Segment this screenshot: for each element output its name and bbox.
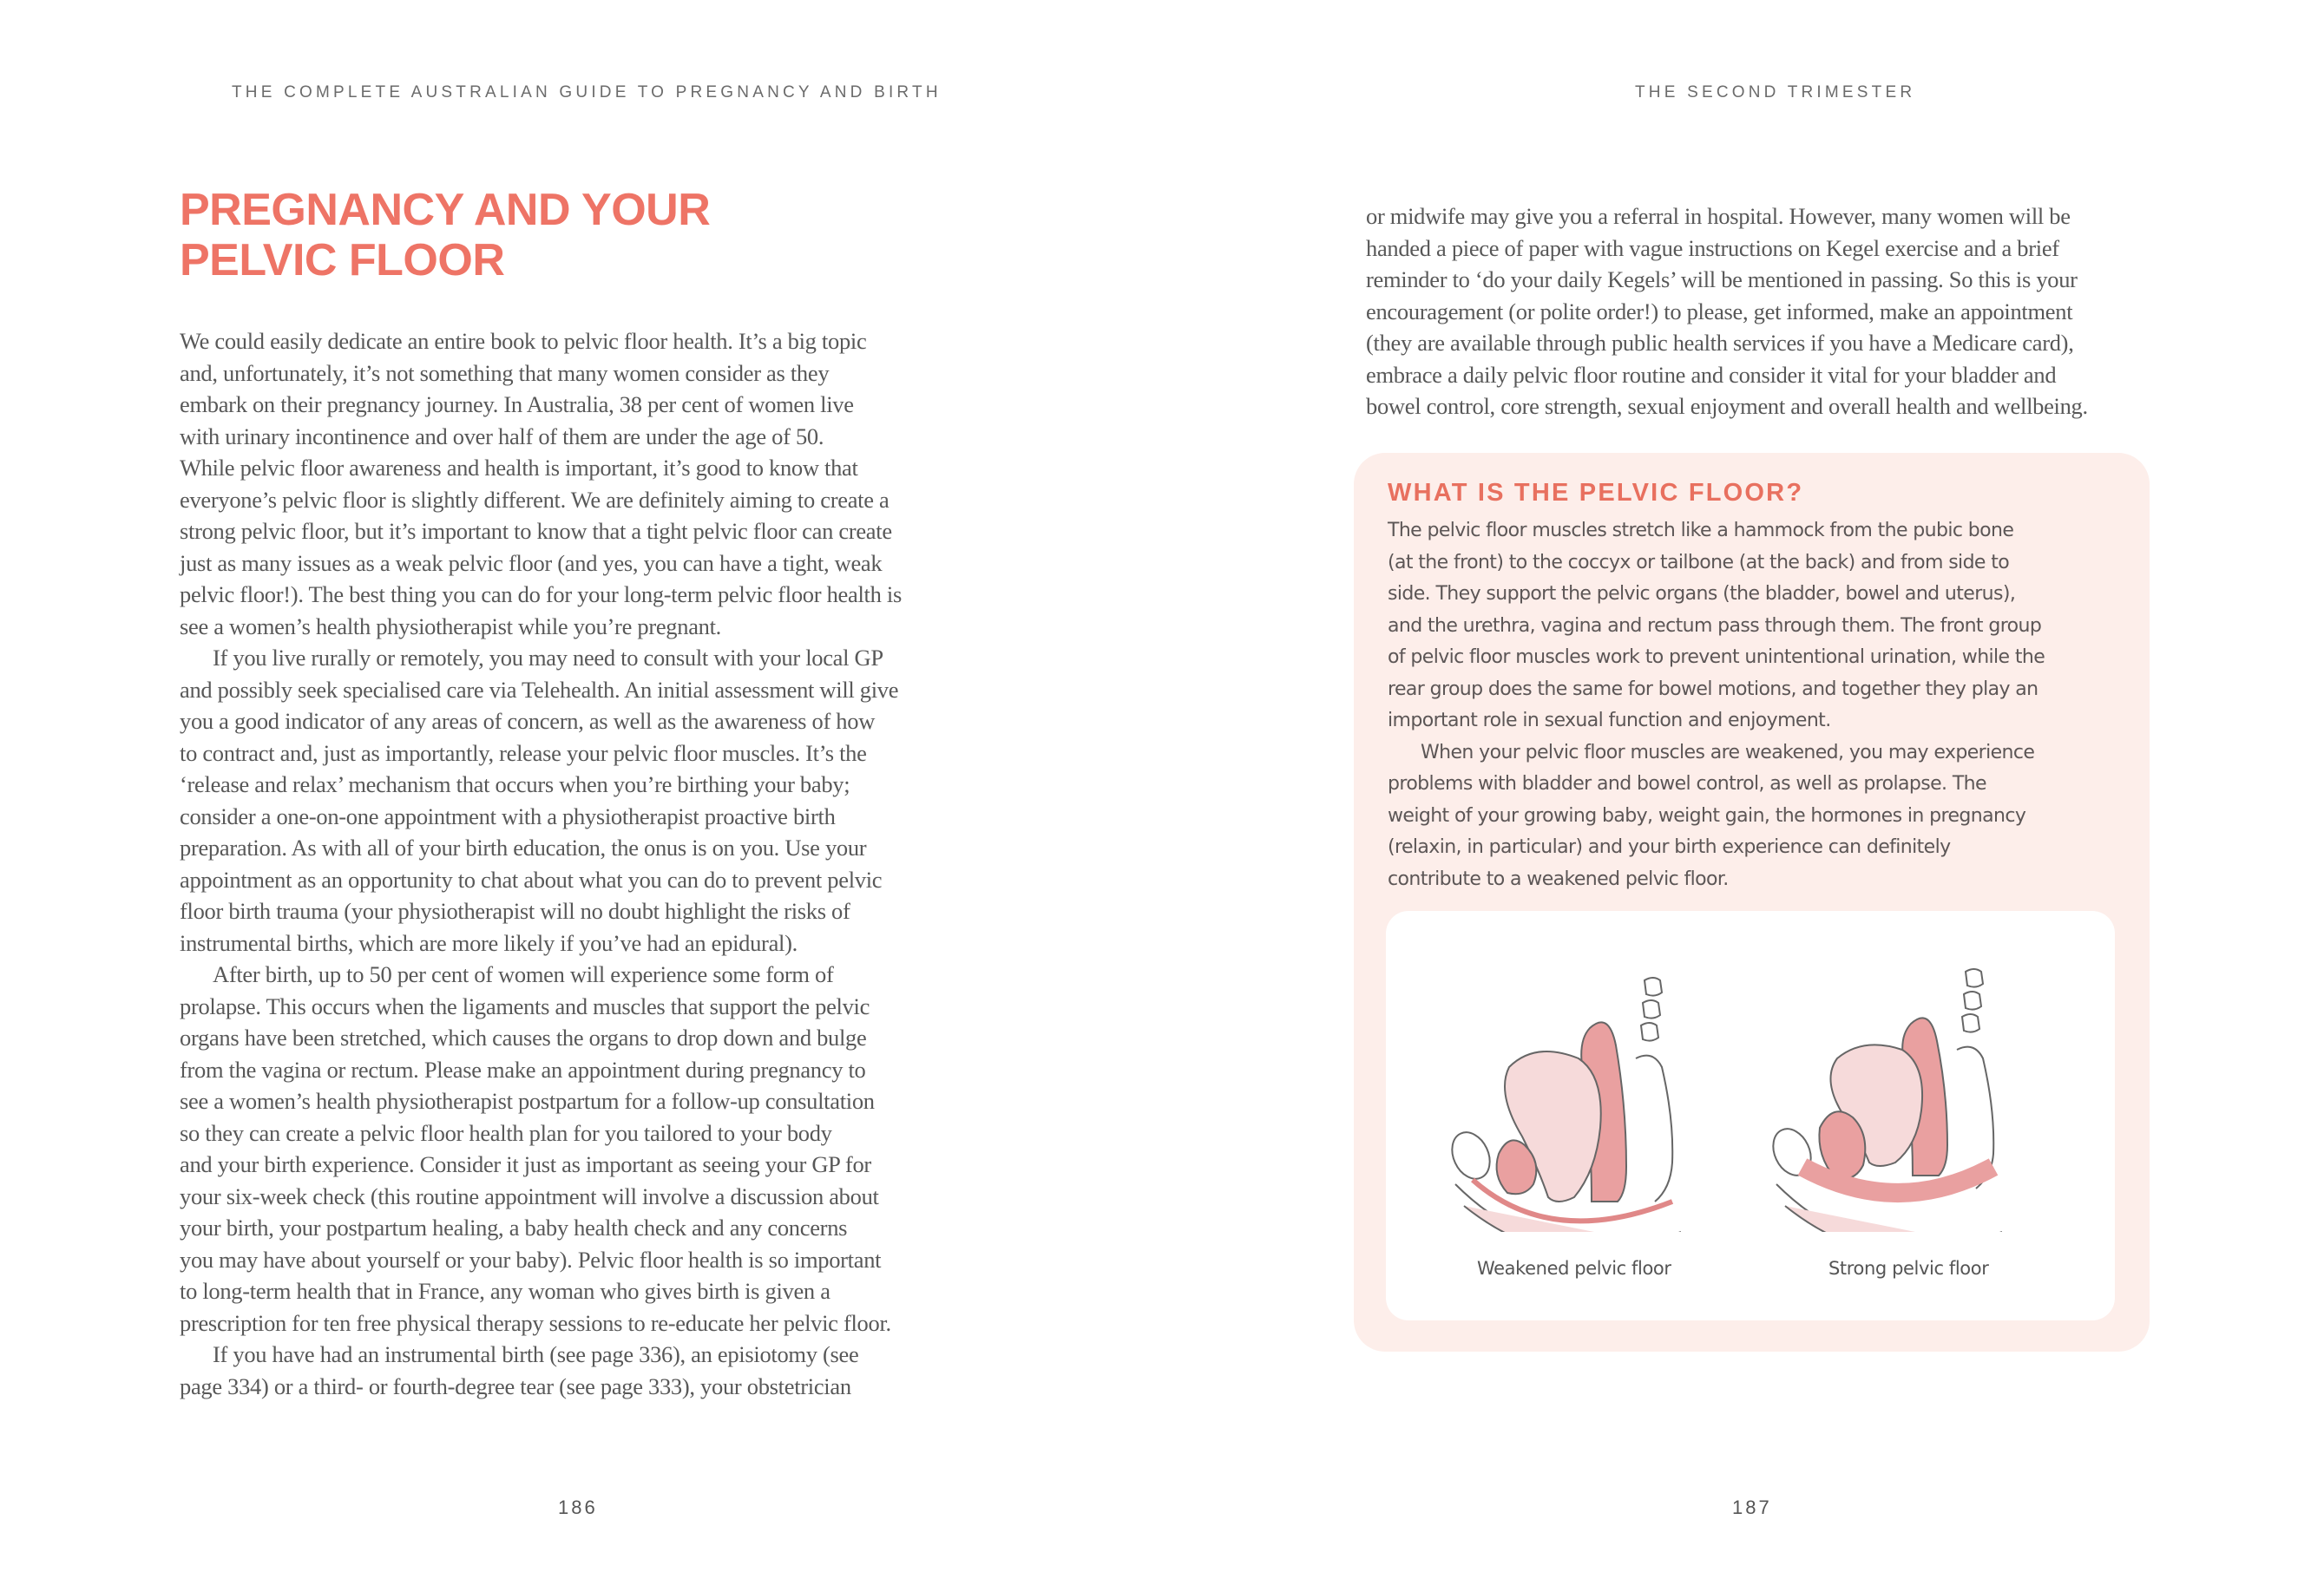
- text-line: and, unfortunately, it’s not something that many women consider as they: [180, 359, 830, 386]
- text-line: floor birth trauma (your physiotherapist will no doubt highlight the risks of: [180, 898, 850, 924]
- sidebar-what-is-pelvic-floor: [1354, 453, 2150, 1352]
- text-line: prolapse. This occurs when the ligaments and muscles that support the pelvic: [180, 992, 870, 1019]
- text-line: problems with bladder and bowel control, as well as prolapse. The: [1388, 773, 1986, 795]
- right-page-187: [1162, 0, 2324, 1572]
- text-line: After birth, up to 50 per cent of women will experience some form of: [213, 961, 834, 987]
- strong-pelvis-icon: [1768, 954, 2063, 1232]
- pelvic-floor-strong-illustration: [1768, 954, 2063, 1232]
- paragraph: [1388, 737, 2134, 896]
- text-line: embrace a daily pelvic floor routine and consider it vital for your bladder and: [1366, 361, 2057, 388]
- text-line: you may have about yourself or your baby). Pelvic floor health is so important: [180, 1246, 882, 1273]
- text-line: (at the front) to the coccyx or tailbone (at the back) and from side to: [1388, 551, 2010, 573]
- figure-caption-strong: Strong pelvic floor: [1828, 1258, 1989, 1279]
- text-line: consider a one-on-one appointment with a physiotherapist proactive birth: [180, 802, 836, 829]
- text-line: so they can create a pelvic floor health plan for you tailored to your body: [180, 1119, 832, 1146]
- text-line: handed a piece of paper with vague instructions on Kegel exercise and a brief: [1366, 234, 2059, 261]
- figure-caption-weakened: Weakened pelvic floor: [1477, 1258, 1671, 1279]
- text-line: When your pelvic floor muscles are weakened, you may experience: [1421, 741, 2035, 763]
- text-line: preparation. As with all of your birth education, the onus is on you. Use your: [180, 835, 867, 861]
- paragraph: [180, 325, 987, 642]
- text-line: strong pelvic floor, but it’s important to know that a tight pelvic floor can create: [180, 518, 892, 544]
- text-line: (they are available through public health services if you have a Medicare card),: [1366, 330, 2074, 356]
- section-title-line-2: PELVIC FLOOR: [180, 235, 505, 285]
- text-line: embark on their pregnancy journey. In Australia, 38 per cent of women live: [180, 391, 854, 417]
- paragraph: [1388, 515, 2134, 737]
- running-head-book-title: THE COMPLETE AUSTRALIAN GUIDE TO PREGNANCY AND BIRTH: [232, 83, 942, 102]
- weakened-pelvis-icon: [1447, 954, 1742, 1232]
- text-line: weight of your growing baby, weight gain, the hormones in pregnancy: [1388, 804, 2026, 827]
- text-line: your birth, your postpartum healing, a baby health check and any concerns: [180, 1215, 848, 1241]
- text-line: see a women’s health physiotherapist while you’re pregnant.: [180, 612, 722, 639]
- text-line: with urinary incontinence and over half of them are under the age of 50.: [180, 422, 824, 449]
- page-number: 187: [1732, 1497, 1772, 1518]
- text-line: If you live rurally or remotely, you may need to consult with your local GP: [213, 645, 883, 671]
- text-line: contribute to a weakened pelvic floor.: [1388, 868, 1729, 890]
- text-line: rear group does the same for bowel motions, and together they play an: [1388, 678, 2038, 700]
- text-line: everyone’s pelvic floor is slightly different. We are definitely aiming to create a: [180, 486, 890, 513]
- text-line: prescription for ten free physical therapy sessions to re-educate her pelvic floor.: [180, 1309, 891, 1336]
- text-line: you a good indicator of any areas of concern, as well as the awareness of how: [180, 708, 876, 734]
- text-line: pelvic floor!). The best thing you can do for your long-term pelvic floor health is: [180, 581, 902, 607]
- text-line: and possibly seek specialised care via Telehealth. An initial assessment will give: [180, 676, 899, 703]
- text-line: of pelvic floor muscles work to prevent unintentional urination, while the: [1388, 646, 2045, 668]
- pelvic-floor-weakened-illustration: [1447, 954, 1742, 1232]
- text-line: your six-week check (this routine appointment will involve a discussion about: [180, 1182, 879, 1209]
- body-text-continued: [1366, 200, 2190, 422]
- page-number: 186: [558, 1497, 598, 1518]
- text-line: side. They support the pelvic organs (the bladder, bowel and uterus),: [1388, 583, 2016, 605]
- sidebar-title: WHAT IS THE PELVIC FLOOR?: [1388, 479, 1804, 507]
- text-line: organs have been stretched, which causes the organs to drop down and bulge: [180, 1025, 867, 1051]
- text-line: (relaxin, in particular) and your birth experience can definitely: [1388, 836, 1951, 858]
- paragraph: [180, 959, 987, 1339]
- text-line: page 334) or a third- or fourth-degree tear (see page 333), your obstetrician: [180, 1372, 851, 1399]
- text-line: If you have had an instrumental birth (see page 336), an episiotomy (see: [213, 1341, 859, 1367]
- text-line: see a women’s health physiotherapist postpartum for a follow-up consultation: [180, 1088, 875, 1114]
- body-text-column: [180, 325, 987, 1402]
- text-line: just as many issues as a weak pelvic floor (and yes, you can have a tight, weak: [180, 549, 883, 576]
- sidebar-body: [1388, 515, 2134, 895]
- text-line: or midwife may give you a referral in hospital. However, many women will be: [1366, 203, 2071, 229]
- text-line: to contract and, just as importantly, release your pelvic floor muscles. It’s the: [180, 739, 867, 766]
- text-line: appointment as an opportunity to chat about what you can do to prevent pelvic: [180, 866, 883, 893]
- text-line: and the urethra, vagina and rectum pass through them. The front group: [1388, 614, 2042, 637]
- figure-panel: [1386, 911, 2115, 1320]
- text-line: from the vagina or rectum. Please make an appointment during pregnancy to: [180, 1056, 866, 1083]
- text-line: While pelvic floor awareness and health is important, it’s good to know that: [180, 455, 858, 481]
- text-line: bowel control, core strength, sexual enjoyment and overall health and wellbeing.: [1366, 393, 2088, 419]
- text-line: reminder to ‘do your daily Kegels’ will be mentioned in passing. So this is your: [1366, 266, 2078, 292]
- text-line: encouragement (or polite order!) to please, get informed, make an appointment: [1366, 298, 2073, 324]
- text-line: We could easily dedicate an entire book to pelvic floor health. It’s a big topic: [180, 328, 867, 354]
- section-title-line-1: PREGNANCY AND YOUR: [180, 185, 711, 235]
- text-line: and your birth experience. Consider it just as important as seeing your GP for: [180, 1151, 871, 1177]
- running-head-chapter: THE SECOND TRIMESTER: [1635, 83, 1916, 102]
- text-line: ‘release and relax’ mechanism that occurs when you’re birthing your baby;: [180, 771, 850, 797]
- text-line: to long-term health that in France, any woman who gives birth is given a: [180, 1278, 830, 1304]
- section-title: [180, 185, 710, 285]
- text-line: instrumental births, which are more likely if you’ve had an epidural).: [180, 929, 798, 956]
- paragraph: [180, 1339, 987, 1402]
- paragraph: [180, 642, 987, 959]
- text-line: important role in sexual function and enjoyment.: [1388, 710, 1831, 731]
- paragraph: [1366, 200, 2190, 422]
- text-line: The pelvic floor muscles stretch like a hammock from the pubic bone: [1388, 520, 2014, 541]
